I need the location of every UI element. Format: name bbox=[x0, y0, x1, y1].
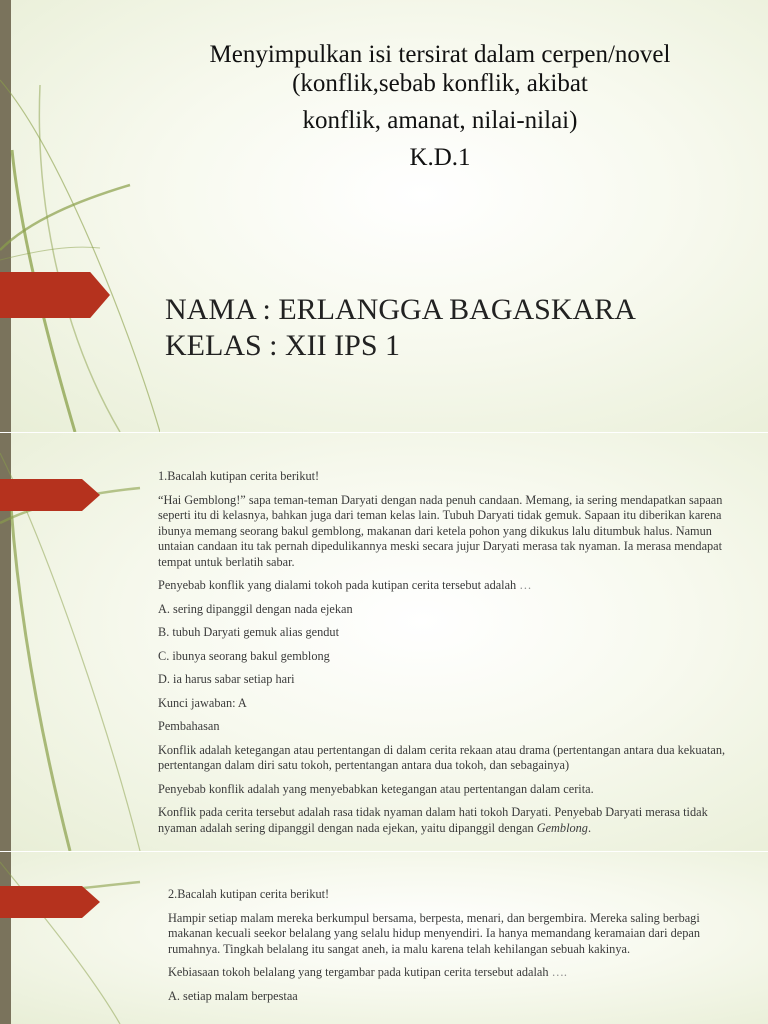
student-name: NAMA : ERLANGGA BAGASKARA bbox=[165, 293, 636, 326]
question-2-content bbox=[168, 887, 738, 1012]
option-b: B. tubuh Daryati gemuk alias gendut bbox=[158, 625, 340, 639]
option-a: A. setiap malam berpestaa bbox=[168, 988, 298, 1003]
slide-title-text bbox=[140, 40, 740, 172]
title-line-2: (konflik,sebab konflik, akibat bbox=[292, 70, 588, 97]
explanation-1: Konflik adalah ketegangan atau pertentangan di dalam cerita rekaan atau drama (pertentangan antara dua kekuatan, pertentangan dalam diri satu tokoh, pertentangan antara dua tokoh, dan sebagainya) bbox=[158, 742, 726, 772]
question-text: Penyebab konflik yang dialami tokoh pada kutipan cerita tersebut adalah … bbox=[158, 578, 532, 592]
slide-question-1 bbox=[0, 432, 768, 851]
left-accent-bar bbox=[0, 852, 11, 1024]
swoosh-decoration bbox=[0, 0, 160, 432]
story-passage: “Hai Gemblong!” sapa teman-teman Daryati dengan nada penuh candaan. Memang, ia sering mendapatkan sapaan seperti itu di kelasnya, bahkan juga dari teman kelas lain. Tubuh Daryati tidak gemuk. Sapaan itu diberikan karena ibunya memang seorang bakul gemblong, makanan dari ketela pohon yang dikukus lalu ditumbuk halus. Namun untaian candaan itu tak pernah dipedulikannya meski secara jujur Daryati merasa tak nyaman. Ia merasa mendapat tempat untuk berlatih sabar. bbox=[158, 492, 723, 569]
option-c: C. ibunya seorang bakul gemblong bbox=[158, 648, 330, 663]
question-text: Kebiasaan tokoh belalang yang tergambar pada kutipan cerita tersebut adalah …. bbox=[168, 965, 567, 979]
answer-key: Kunci jawaban: A bbox=[158, 695, 247, 710]
student-info bbox=[165, 292, 636, 364]
story-passage: Hampir setiap malam mereka berkumpul bersama, berpesta, menari, dan bergembira. Mereka saling berbagi makanan kecuali seekor belalang yang selalu hidup menyendiri. Ia hanya memandang keramaian dari depan rumahnya. Tingkah belalang itu sangat aneh, ia malu karena telah kehilangan sebuah kakinya. bbox=[168, 910, 700, 956]
question-title: 1.Bacalah kutipan cerita berikut! bbox=[158, 469, 320, 483]
question-1-content bbox=[158, 469, 733, 844]
left-accent-bar bbox=[0, 0, 11, 432]
explanation-2: Penyebab konflik adalah yang menyebabkan ketegangan atau pertentangan dalam cerita. bbox=[158, 781, 594, 796]
student-class: KELAS : XII IPS 1 bbox=[165, 329, 401, 362]
question-title: 2.Bacalah kutipan cerita berikut! bbox=[168, 887, 330, 901]
discussion-label: Pembahasan bbox=[158, 719, 220, 733]
arrow-marker bbox=[0, 479, 100, 511]
slide-question-2 bbox=[0, 851, 768, 1024]
option-a: A. sering dipanggil dengan nada ejekan bbox=[158, 601, 353, 616]
title-line-1: Menyimpulkan isi tersirat dalam cerpen/novel bbox=[209, 41, 671, 68]
title-line-4: K.D.1 bbox=[409, 144, 471, 171]
title-line-3: konflik, amanat, nilai-nilai) bbox=[302, 107, 578, 134]
conclusion: Konflik pada cerita tersebut adalah rasa tidak nyaman dalam hati tokoh Daryati. Penyebab Daryati merasa tidak nyaman adalah sering dipanggil dengan nada ejekan, yaitu dipanggil dengan Gemblong. bbox=[158, 805, 708, 835]
swoosh-decoration bbox=[0, 852, 160, 1024]
option-d: D. ia harus sabar setiap hari bbox=[158, 672, 295, 686]
arrow-marker bbox=[0, 272, 110, 318]
arrow-marker bbox=[0, 886, 100, 918]
slide-title bbox=[0, 0, 768, 432]
